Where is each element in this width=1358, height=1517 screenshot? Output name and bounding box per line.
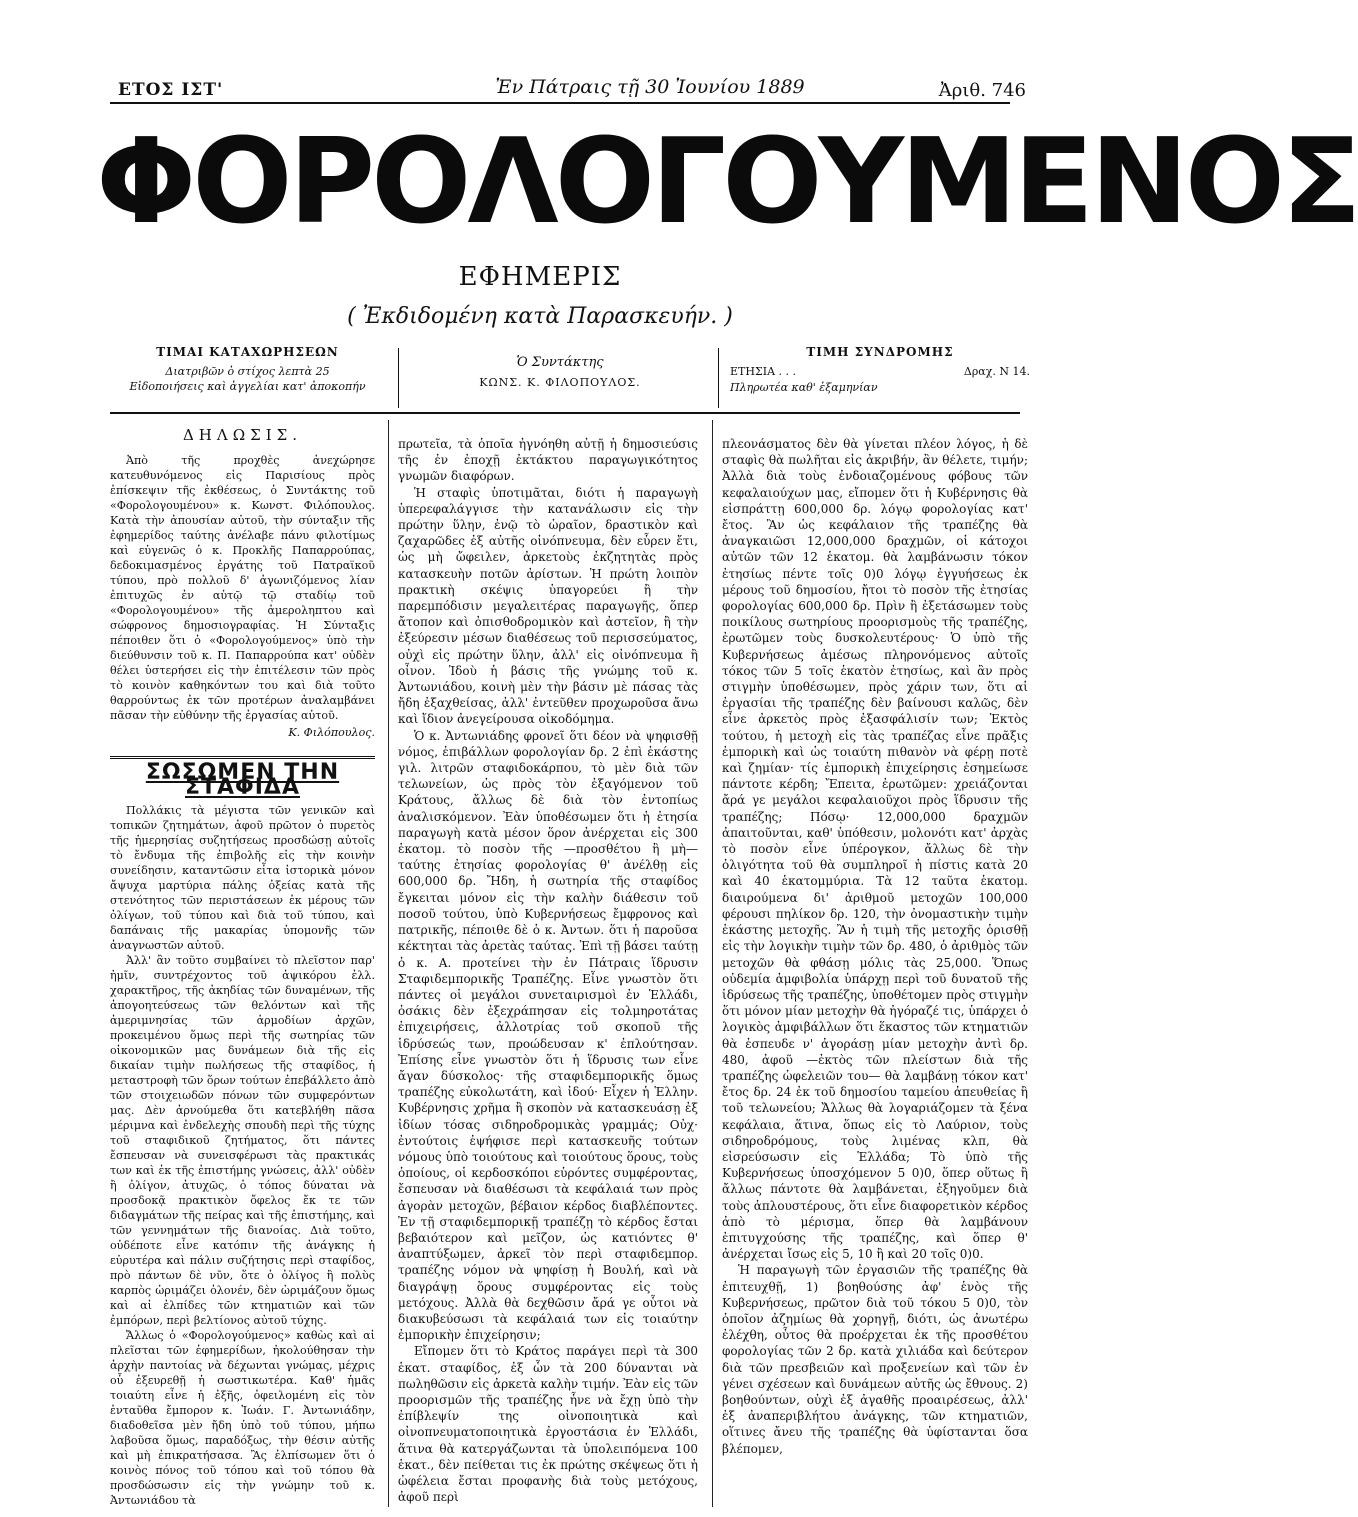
place-date: Ἐν Πάτραις τῇ 30 Ἰουνίου 1889 — [495, 76, 805, 98]
masthead-subtitle: ΕΦΗΜΕΡΙΣ — [458, 262, 622, 292]
article-heading: ΣΩΣΩΜΕΝ ΤΗΝ ΣΤΑΦΙΔΑ — [110, 756, 375, 795]
article-paragraph: Ὁ κ. Ἀντωνιάδης φρονεῖ ὅτι δέον νὰ ψηφισθῇ νόμος, ἐπιβάλλων φορολογίαν δρ. 2 ἐπὶ ἑκάστης γιλ. λιτρῶν σταφιδοκάρπου, τὸ μὲν διὰ τῶν τελωνείων, ὡς πρὸς τὸν ἐξαγόμενον τοῦ Κράτους, ἄλλως δὲ διὰ τὸν ἐντοπίως ἀναλισκόμενον. Ἐὰν ὑποθέσωμεν ὅτι ἡ ἐτησία παραγωγὴ κατὰ μέσον ὅρον ἀνέρχεται εἰς 300 ἑκατομ. τὸ ποσὸν τῆς —προσθέτου ἢ μὴ— ταύτης ἐτησίας φορολογίας θ' ἀνέλθῃ εἰς 600,000 δρ. Ἤδη, ἡ σωτηρία τῆς σταφίδος ἔγκειται μόνον εἰς τὴν καλὴν διάθεσιν τοῦ ποσοῦ τούτου, ὑπὸ Κυβερνήσεως ἔμφρονος καὶ πατρικῆς, πέποιθε δὲ ὁ κ. Ἀντων. ὅτι ἡ παροῦσα κέκτηται τὰς ἀρετὰς ταύτας. Ἐπὶ τῇ βάσει ταύτῃ ὁ κ. Α. προτείνει τὴν ἐν Πάτραις ἵδρυσιν Σταφιδεμπορικῆς Τραπέζης. Εἶνε γνωστὸν ὅτι πάντες οἱ μεγάλοι συνεταιρισμοὶ ἐν Ἑλλάδι, ὁσάκις δὲν ἐξεχράπησαν εἰς τολμηροτάτας ἐπιχειρήσεις, ἀλλοτρίας τοῦ σκοποῦ τῆς ἱδρύσεώς των, προώδευσαν κ' ἐπλούτησαν. Ἐπίσης εἶνε γνωστὸν ὅτι ἡ ἵδρυσις των εἶνε ἄγαν δύσκολος· τῆς σταφιδεμπορικῆς ὅμως τραπέζης εὐκολωτάτη, καὶ ἰδού· Εἶχεν ἡ Ἑλλην. Κυβέρνησις χρῆμα ἢ σκοπὸν νὰ κατασκευάσῃ ἐξ ἰδίων τόσας σιδηροδρομικὰς γραμμάς; Οὐχ· ἐντούτοις ἐψήφισε περὶ κατασκευῆς τούτων νόμους ὑπὸ τοιούτους καὶ τοιούτους ὅρους, τοὺς ὁποίους, οἱ κερδοσκόποι εὑρόντες συμφέροντας, ἔσπευσαν νὰ διαθέσωσι τὰ κεφάλαιά των πρὸς ἀγορὰν μετοχῶν, βέβαιον κέρδος διαβλέποντες. Ἐν τῇ σταφιδεμπορικῇ τραπέζῃ τὸ κέρδος ἔσται βεβαιότερον καὶ μεῖζον, ὡς κατιόντες θ' ἀναπτύξωμεν, ἀρκεῖ τὸν περὶ σταφιδεμπορ. τραπέζης νόμον νὰ ψηφίσῃ ἡ Βουλή, καὶ νὰ διαγράψῃ ὅρους συμφέροντας εἰς τοὺς μετόχους. Ἀλλὰ θὰ δεχθῶσιν ἄρά γε οὗτοι νὰ διακυβεύσωσι τὰ κεφάλαιά των εἰς τοιαύτην ἐμπορικὴν ἐπιχείρησιν; — [398, 728, 698, 1343]
publication-frequency: ( Ἐκδιδομένη κατὰ Παρασκευήν. ) — [347, 304, 733, 329]
subscription-row — [730, 365, 1030, 378]
box-divider — [398, 348, 399, 408]
column-2 — [398, 436, 698, 1505]
column-3 — [722, 436, 1028, 1457]
year-label: ΕΤΟΣ ΙΣΤ' — [118, 80, 224, 100]
subscription-terms: Πληρωτέα καθ' ἑξαμηνίαν — [730, 381, 878, 394]
article-paragraph: Ἄλλως ὁ «Φορολογούμενος» καθὼς καὶ αἱ πλεῖσται τῶν ἐφημερίδων, ἠκολούθησαν τὴν ἀρχὴν παντοίας νὰ δέχωνται γνώμας, μέχρις οὗ ἐξευρεθῇ ἡ σωστικωτέρα. Καθ' ἡμᾶς τοιαύτη εἶνε ἡ ἐξῆς, ὀφειλομένη εἰς τὸν ἐνταῦθα ἔμπορον κ. Ἰωάν. Γ. Ἀντωνιάδην, διαδοθεῖσα μὲν ἤδη ὑπὸ τοῦ τύπου, μήπω λαβοῦσα ὅμως, παραδόξως, τὴν θέσιν αὐτῆς καὶ μὴ ἐπικρατήσασα. Ἂς ἐλπίσωμεν ὅτι ὁ κοινὸς πόνος τοῦ τόπου καὶ τοῦ τόπου θὰ προσδώσωσιν εἰς τὴν γνώμην τοῦ κ. Ἀντωνιάδου τὰ — [110, 1329, 375, 1507]
subscription-heading: ΤΙΜΗ ΣΥΝΔΡΟΜΗΣ — [806, 345, 954, 359]
editor-name: ΚΩΝΣ. Κ. ΦΙΛΟΠΟΥΛΟΣ. — [479, 376, 641, 389]
article-paragraph: Εἴπομεν ὅτι τὸ Κράτος παράγει περὶ τὰ 300 ἑκατ. σταφίδος, ἐξ ὧν τὰ 200 δύνανται νὰ πωληθῶσιν εἰς ἀρκετὰ καλὴν τιμήν. Ἐὰν εἰς τῶν προορισμῶν τῆς τραπέζης ἦνε νὰ ἔχῃ ὑπὸ τὴν ἐπίβλεψίν της οἰνοποιητικὰ καὶ οἰνοπνευματοποιητικὰ ἐργοστάσια ἐν Ἑλλάδι, ἅτινα θὰ κατεργάζωνται τὰ ὑπολειπόμενα 100 ἑκατ., δὲν πείθεται τις ἐκ πρώτης σκέψεως ὅτι ἡ ὠφέλεια ἔσται προφανὴς διὰ τοὺς μετόχους, ἀφοῦ περὶ — [398, 1344, 698, 1505]
ad-rates-box — [110, 345, 385, 405]
box-divider — [718, 348, 719, 408]
article-paragraph: Πολλάκις τὰ μέγιστα τῶν γενικῶν καὶ τοπικῶν ζητημάτων, ἀφοῦ πρῶτον ὁ πυρετὸς τῆς ἡμερησίας συζητήσεως προσδώσῃ αὐτοῖς τὸ ἔνδυμα τῆς ἐπιβολῆς εἰς τὴν κοινὴν συνείδησιν, καταντῶσιν εἶτα ἱστορικὰ μόνον ἄψυχα μαρτύρια πάλης ὀξείας κατὰ τῆς στενότητος τῶν περιστάσεων ἐκ μέρους τῶν ὀλίγων, τοῦ τύπου καὶ διὰ τοῦ τύπου, καὶ δαπάναις τῆς μακαρίας ὑπομονῆς τῶν ἀναγνωστῶν αὐτοῦ. — [110, 804, 375, 952]
masthead-title: ΦΟΡΟΛΟΓΟΥΜΕΝΟΣ — [96, 112, 1358, 250]
editor-box — [410, 345, 710, 405]
subscription-box — [730, 345, 1030, 405]
declaration-heading: ΔΗΛΩΣΙΣ. — [182, 426, 303, 444]
column-divider — [712, 420, 713, 1507]
article-paragraph: πλεονάσματος δὲν θὰ γίνεται πλέον λόγος, ἡ δὲ σταφὶς θὰ πωλῆται εἰς ἀκριβήν, ἂν θέλετε, τιμήν; Ἀλλὰ διὰ τοὺς ἐνδοιαζομένους φόβους τῶν κεφαλαιούχων μας, εἴπομεν ὅτι ἡ Κυβέρνησις θὰ εἰσπράττῃ 600,000 δρ. λόγῳ φορολογίας κατ' ἔτος. Ἂν ὡς κεφάλαιον τῆς τραπέζης θὰ ἀναγκαιῶσι 12,000,000 δραχμῶν, οἱ κάτοχοι αὐτῶν τῶν 12 ἑκατομ. θὰ λαμβάνωσιν τόκον ἐτησίως πέντε τοῖς 0)0 λόγῳ ἐγγυήσεως ἐκ μέρους τοῦ δημοσίου, ἤτοι τὸ ποσὸν τῆς ἐτησίας φορολογίας 600,000 δρ. Πρὶν ἢ ἐξετάσωμεν τοὺς ποικίλους σωτηρίους προορισμοὺς τῆς τραπέζης, ἐρωτῶμεν τοὺς δυσκολευτέρους· Ὁ ὑπὸ τῆς Κυβερνήσεως ἀμέσως πληρονόμενος αὐτοῖς τόκος τῶν 5 τοῖς ἑκατὸν ἐτησίως, καὶ ἂν πρὸς στιγμὴν ὑποθέσωμεν, πρὸς χάριν των, ὅτι αἱ ἐργασίαι τῆς τραπέζης δὲν βαίνουσι καλῶς, δὲν εἶνε ἀρκετὸς πρὸς ἐξασφάλισίν των; Ἐκτὸς τούτου, ἡ μετοχὴ εἰς τὰς τραπέζας εἶνε πρᾶξις ἐμπορικὴ καὶ ὡς τοιαύτη πιθανὸν νὰ φέρῃ ποτὲ καὶ ζημίαν· τίς ἐμπορικὴ ἐπιχείρησις ἐσημείωσε πάντοτε κέρδη; Ἔπειτα, ἐρωτῶμεν: χρειάζονται ἄρά γε μεγάλοι κεφαλαιοῦχοι πρὸς ἵδρυσιν τῆς τραπέζης; Πόσῳ· 12,000,000 δραχμῶν ἀπαιτοῦνται, καθ' ὑπόθεσιν, μολονότι κατ' ἀρχὰς τὸ ποσὸν εἶνε ὑπέρογκον, ἄλλως δὲ τὴν ὀλιγότητα τοῦ θὰ συμπληροῖ ἡ πίστις κατὰ 20 καὶ 40 ἑκατομμύρια. Τὰ 12 ταῦτα ἑκατομ. διαιρούμενα δι' ἀριθμοῦ μετοχῶν 100,000 φέρουσι πηλίκον δρ. 120, τὴν ὀνομαστικὴν τιμὴν ἑκάστης μετοχῆς. Ἂν ἡ τιμὴ τῆς μετοχῆς ὁρισθῇ εἰς τὴν λογικὴν τιμὴν τῶν δρ. 480, ὁ ἀριθμὸς τῶν μετοχῶν θὰ φθάσῃ μόλις τὰς 25,000. Ὅπως οὐδεμία ἀμφιβολία ὑπάρχῃ περὶ τοῦ δυνατοῦ τῆς ἱδρύσεως τῆς τραπέζης, ὑποθέτομεν πρὸς στιγμὴν ὅτι μόνον μίαν μετοχὴν θὰ ἠγόραζέ τις, ὑπάρχει ὁ λογικὸς ἀμφιβάλλων ὅτι ἕκαστος τῶν κτηματιῶν θὰ ἐσπευδε ν' ἀγοράσῃ μίαν μετοχὴν ἀντὶ δρ. 480, ἀφοῦ —ἐκτὸς τῶν πλείστων διὰ τῆς τραπέζης ὠφελειῶν του— θὰ λαμβάνῃ τόκον κατ' ἔτος δρ. 24 ἐκ τοῦ δημοσίου ταμείου ἀπευθείας ἢ τοῦ τελωνείου; Ἄλλως θὰ λογαριάζομεν τὰ ξένα κεφάλαια, ἅτινα, ὅπως εἰς τὸ Λαύριον, τοὺς σιδηροδρόμους, τοὺς λιμένας κλπ, θὰ εἰσρεύσωσιν εἰς Ἑλλάδα; Τὸ ὑπὸ τῆς Κυβερνήσεως ὑποσχόμενον 5 0)0, ὅπερ οὕτως ἢ ἄλλως πάντοτε θὰ λαμβάνεται, ἐξηγοῦμεν διὰ τοὺς ἀπλουστέρους, ὅτι εἶνε διαφορετικὸν κέρδος ἀπὸ τὸ μέρισμα, ὅπερ θὰ λαμβάνουν ἐπιτυγχούσης τῆς τραπέζης, καὶ ὅπερ θ' ἀνέρχεται ἴσως εἰς 5, 10 ἢ καὶ 20 τοῖς 0)0. — [722, 437, 1028, 1262]
declaration-body: Ἀπὸ τῆς προχθὲς ἀνεχώρησε κατευθυνόμενος εἰς Παρισίους πρὸς ἐπίσκεψιν τῆς ἐκθέσεως, ὁ Συντάκτης τοῦ «Φορολογουμένου» κ. Κωνστ. Φιλόπουλος. Κατὰ τὴν ἀπουσίαν αὐτοῦ, τὴν σύνταξιν τῆς ἐφημερίδος ταύτης ἀνέλαβε πάνυ φιλοτίμως καὶ εὐγενῶς ὁ κ. Προκλῆς Παπαρρούπας, δεδοκιμασμένος ἐργάτης τοῦ Πατραϊκοῦ τύπου, πρὸ πολλοῦ δ' ἀγωνιζόμενος λίαν ἐπιτυχῶς ἐν αὐτῷ τῷ σταδίῳ τοῦ «Φορολογουμένου» τῆς ἀμεροληπτου καὶ σώφρονος δημοσιογραφίας. Ἡ Σύνταξις πέποιθεν ὅτι ὁ «Φορολογούμενος» ὑπὸ τὴν διεύθυνσιν τοῦ κ. Π. Παπαρρούπα κατ' οὐδὲν θέλει ὑστερήσει εἰς τὴν ἐπιτέλεσιν τῶν πρὸς τὸ κοινὸν καθηκόντων του καὶ διὰ τοῦτο θαρρούντως ἐκ τῶν προτέρων ἀναλαμβάνει πᾶσαν τὴν εὐθύνην τῆς ἐργασίας αὐτοῦ. — [110, 454, 375, 722]
ad-rates-line: Διατριβῶν ὁ στίχος λεπτὰ 25 — [165, 365, 330, 378]
subscription-annual-price: Δραχ. Ν 14. — [963, 365, 1030, 378]
column-1 — [110, 420, 375, 1508]
article-paragraph: Ἀλλ' ἂν τοῦτο συμβαίνει τὸ πλεῖστον παρ' ἡμῖν, συντρέχοντος τοῦ ἀψικόρου ἑλλ. χαρακτῆρος, τῆς ἀκηδίας τῶν δυναμένων, τῆς ἀπογοητεύσεως τῶν θελόντων καὶ τῆς ἀμεριμνησίας τῶν ἁρμοδίων ἀρχῶν, προκειμένου ὅμως περὶ τῆς σωτηρίας τῶν οἰκονομικῶν μας δυνάμεων διὰ τῆς εἰς δικαίαν τιμὴν πωλήσεως τῆς σταφίδος, ἡ μεταστροφὴ τῶν ὅρων τούτων ἐπεβάλλετο ἀπὸ τῶν στοιχειωδῶν πόνων τῶν συμφερόντων μας. Δὲν ἀρνούμεθα ὅτι κατεβλήθη πᾶσα μέριμνα καὶ ἐνδελεχὴς σπουδὴ περὶ τῆς τύχης τοῦ σταφιδικοῦ ζητήματος, ὅτι πάντες ἔσπευσαν νὰ συνεισφέρωσι τὰς πρακτικάς των καὶ ἐκ τῆς ἐπιστήμης γνώσεις, ἀλλ' οὐδὲν ἢ ὀλίγον, ἀτυχῶς, ὁ τόπος δύναται νὰ προσδοκᾷ πρακτικὸν ὄφελος ἔκ τε τῶν διδαγμάτων τῆς πείρας καὶ τῆς ἐπιστήμης, καὶ τῶν γεννημάτων τῆς διανοίας. Διὰ τοῦτο, οὐδέποτε εἶνε κατόπιν τῆς ἀνάγκης ἡ εὐρυτέρα καὶ πάλιν συζήτησις περὶ σταφίδος, πρὸ πάντων δὲ νῦν, ὅτε ὁ ὀλίγος ἢ πολὺς καρπὸς ὡριμάζει ὁλονέν, δὲν ὡριμάζουν ὅμως καὶ αἱ ἐλπίδες τῶν κτηματιῶν καὶ τῶν ἐμπόρων, περὶ βελτίονος αὐτοῦ τύχης. — [110, 954, 375, 1327]
editor-heading: Ὁ Συντάκτης — [516, 355, 604, 370]
article-paragraph: Ἡ σταφὶς ὑποτιμᾶται, διότι ἡ παραγωγὴ ὑπερεφαλάγγισε τὴν κατανάλωσιν εἰς τὴν πρώτην ὕλην, ἐνῷ τὸ ὡραῖον, δραστικὸν καὶ ζαχαρῶδες ἐξ αὐτῆς οἰνόπνευμα, δὲν εὗρεν ἔτι, ὡς μὴ ὤφειλεν, ἀρκετοὺς ἐκζητητὰς πρὸς κατασκευὴν ποτῶν ἀρίστων. Ἡ πρώτη λοιπὸν πρακτικὴ σκέψις ὑπαγορεύει ἢ τὴν παρεμπόδισιν μεγαλειτέρας παραγωγῆς, ὅπερ ἄτοπον καὶ ὀπισθοδρομικὸν καὶ ἀστεῖον, ἢ τὴν ἐξεύρεσιν μέσων διαθέσεως τοῦ περισσεύματος, οὐχὶ εἰς πρώτην ὕλην, ἀλλ' εἰς οἰνόπνευμα ἢ οἶνον. Ἰδοὺ ἡ βάσις τῆς γνώμης τοῦ κ. Ἀντωνιάδου, κοινὴ μὲν τὴν βάσιν μὲ πάσας τὰς ἤδη ἐξαχθείσας, ἀλλ' ἐντεῦθεν προχωροῦσα ἄνω καὶ ἴδιον ἀνεγείρουσα οἰκοδόμημα. — [398, 485, 698, 727]
article-paragraph: πρωτεῖα, τὰ ὁποῖα ἠγνόηθη αὐτῇ ἡ δημοσιεύσις τῆς ἐν ἐποχῇ ἐκτάκτου παραγωγικότητος γνωμῶν διαφόρων. — [398, 437, 698, 484]
ad-rates-heading: ΤΙΜΑΙ ΚΑΤΑΧΩΡΗΣΕΩΝ — [156, 345, 339, 359]
subscription-annual-label: ΕΤΗΣΙΑ . . . — [730, 365, 797, 378]
declaration-signature: Κ. Φιλόπουλος. — [288, 726, 375, 739]
ad-notices-line: Εἰδοποιήσεις καὶ ἀγγελίαι κατ' ἀποκοπήν — [129, 380, 366, 393]
header-bottom-rule — [110, 412, 1020, 414]
article-paragraph: Ἡ παραγωγὴ τῶν ἐργασιῶν τῆς τραπέζης θὰ ἐπιτευχθῇ, 1) βοηθούσης ἀφ' ἑνὸς τῆς Κυβερνήσεως, πρῶτον διὰ τοῦ τόκου 5 0)0, τὸν ὁποῖον ἀζημίως θὰ χορηγῇ, διότι, ὡς ἀνωτέρω ἐλέχθη, οὗτος θὰ προέρχεται ἐκ τῆς προσθέτου φορολογίας τῶν 2 δρ. κατὰ χιλιάδα καὶ δεύτερον διὰ τῶν πρεσβειῶν καὶ προξενείων καὶ τῶν ἐν γένει σχέσεων καὶ δυνάμεων αὐτῆς ὡς ἔθνους. 2) βοηθούντων, οὐχὶ ἐξ ἀγαθῆς προαιρέσεως, ἀλλ' ἐξ ἀναπεριβλήτου ἀνάγκης, τῶν κτηματιῶν, οἵτινες ἄνευ τῆς τραπέζης θὰ ὑφίστανται ὅσα βλέπομεν, — [722, 1263, 1028, 1456]
column-divider — [388, 420, 389, 1507]
issue-number: Ἀριθ. 746 — [938, 80, 1026, 101]
